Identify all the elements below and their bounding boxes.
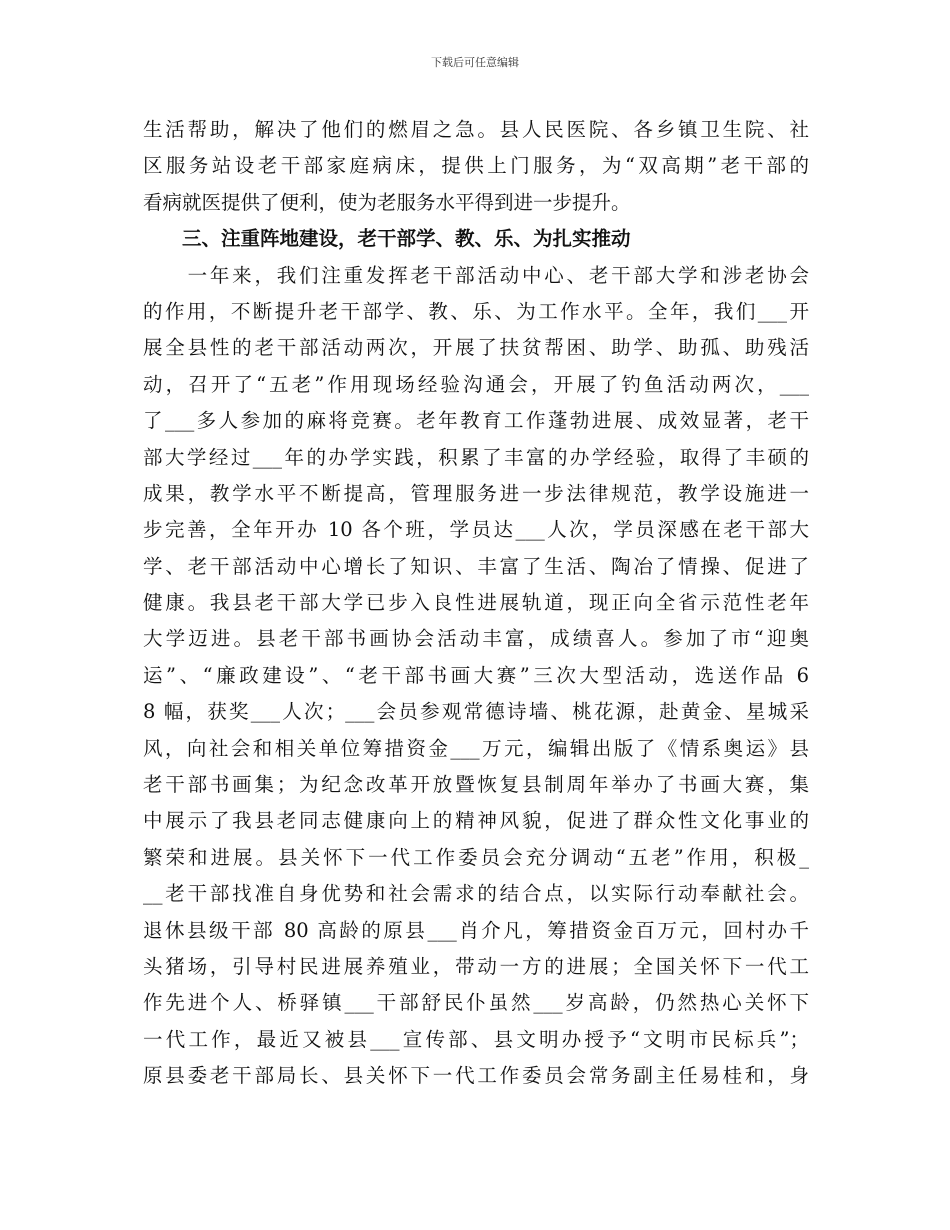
text-line: 一代工作，最近又被县___宣传部、县文明办授予“文明市民标兵”； <box>143 1027 809 1051</box>
body-text <box>143 112 809 1095</box>
section-heading: 三、注重阵地建设，老干部学、教、乐、为扎实推动 <box>182 227 631 251</box>
text-line: 头猪场，引导村民进展养殖业，带动一方的进展；全国关怀下一代工 <box>143 954 809 978</box>
page-header: 下载后可任意编辑 <box>431 56 519 69</box>
text-line: 一年来，我们注重发挥老干部活动中心、老干部大学和涉老协会 <box>143 263 809 287</box>
text-line: __老干部找准自身优势和社会需求的结合点，以实际行动奉献社会。 <box>143 882 809 906</box>
text-line: 学、老干部活动中心增长了知识、丰富了生活、陶冶了情操、促进了 <box>143 554 809 578</box>
text-line: 健康。我县老干部大学已步入良性进展轨道，现正向全省示范性老年 <box>143 591 809 615</box>
text-line: 区服务站设老干部家庭病床，提供上门服务，为“双高期”老干部的 <box>143 154 809 178</box>
text-line: 展全县性的老干部活动两次，开展了扶贫帮困、助学、助孤、助残活 <box>143 336 809 360</box>
text-line: 的作用，不断提升老干部学、教、乐、为工作水平。全年，我们___开 <box>143 299 809 323</box>
text-line: 成果，教学水平不断提高，管理服务进一步法律规范，教学设施进一 <box>143 481 809 505</box>
text-line: 中展示了我县老同志健康向上的精神风貌，促进了群众性文化事业的 <box>143 809 809 833</box>
text-line: 风，向社会和相关单位筹措资金___万元，编辑出版了《情系奥运》县 <box>143 736 809 760</box>
text-line: 了___多人参加的麻将竞赛。老年教育工作蓬勃进展、成效显著，老干 <box>143 409 809 433</box>
text-line: 运”、“廉政建设”、“老干部书画大赛”三次大型活动，选送作品 6 <box>143 663 809 687</box>
text-line: 繁荣和进展。县关怀下一代工作委员会充分调动“五老”作用，积极_ <box>143 845 809 869</box>
text-line: 退休县级干部 80 高龄的原县___肖介凡，筹措资金百万元，回村办千 <box>143 918 809 942</box>
text-line: 大学迈进。县老干部书画协会活动丰富，成绩喜人。参加了市“迎奥 <box>143 627 809 651</box>
text-line: 老干部书画集；为纪念改革开放暨恢复县制周年举办了书画大赛，集 <box>143 773 809 797</box>
text-line: 步完善，全年开办 10 各个班，学员达___人次，学员深感在老干部大 <box>143 518 809 542</box>
text-line: 动，召开了“五老”作用现场经验沟通会，开展了钓鱼活动两次，___ <box>143 372 809 396</box>
text-line: 看病就医提供了便利，使为老服务水平得到进一步提升。 <box>143 190 631 214</box>
text-line: 8 幅，获奖___人次；___会员参观常德诗墙、桃花源，赴黄金、星城采 <box>143 700 809 724</box>
text-line: 生活帮助，解决了他们的燃眉之急。县人民医院、各乡镇卫生院、社 <box>143 118 809 141</box>
text-line: 原县委老干部局长、县关怀下一代工作委员会常务副主任易桂和，身 <box>143 1064 809 1088</box>
text-line: 作先进个人、桥驿镇___干部舒民仆虽然___岁高龄，仍然热心关怀下 <box>143 991 809 1015</box>
text-line: 部大学经过___年的办学实践，积累了丰富的办学经验，取得了丰硕的 <box>143 445 809 469</box>
